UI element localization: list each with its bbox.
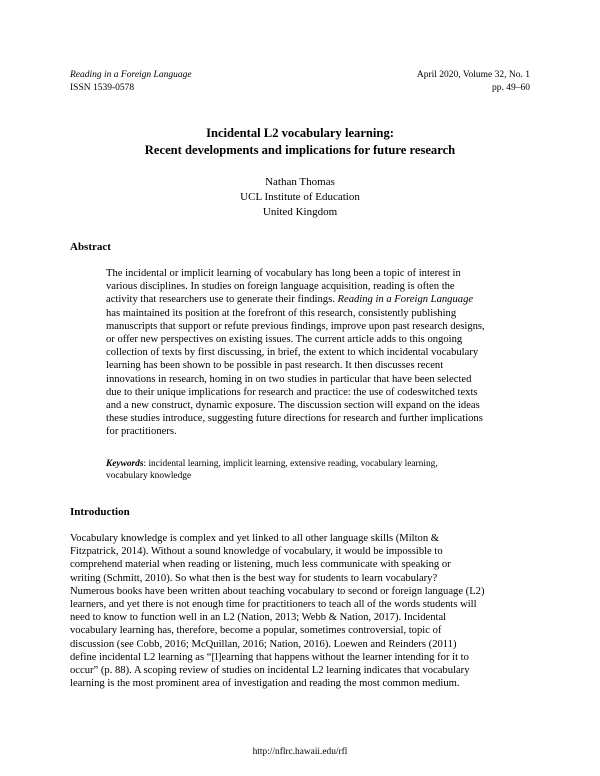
abstract-line: learning has been shown to be possible in past research. It then discusses recent <box>106 360 444 372</box>
title-line-2: Recent developments and implications for future research <box>144 143 456 157</box>
abstract-line: The incidental or implicit learning of vocabulary has long been a topic of interest in <box>106 268 461 279</box>
author-name: Nathan Thomas <box>265 176 335 188</box>
keywords-label: Keywords <box>106 459 144 469</box>
intro-line: define incidental L2 learning as “[l]earning that happens without the learner intending for it to <box>70 651 469 663</box>
journal-reference: Reading in a Foreign Language <box>337 294 474 306</box>
intro-line: comprehend material when reading or listening, much less communicate with speaking or <box>70 559 451 571</box>
keywords-list: : incidental learning, implicit learning, extensive reading, vocabulary learning, <box>143 459 438 469</box>
abstract-line: has maintained its position at the forefront of this research, consistently publishing <box>106 307 457 319</box>
intro-line: writing (Schmitt, 2010). So what then is the best way for students to learn vocabulary? <box>70 572 438 584</box>
abstract-line: manuscripts that support or refute previous findings, improve upon past research designs, <box>106 320 485 332</box>
issue-info: April 2020, Volume 32, No. 1 <box>416 70 530 80</box>
author-country: United Kingdom <box>262 206 338 218</box>
introduction-body <box>70 532 532 690</box>
intro-line: Numerous books have been written about teaching vocabulary to second or foreign language (L2) <box>70 585 485 597</box>
introduction-heading: Introduction <box>70 506 130 518</box>
author-block <box>70 175 530 220</box>
abstract-line: or offer new perspectives on existing issues. The current article adds to this ongoing <box>106 334 463 346</box>
intro-line: discussion (see Cobb, 2016; McQuillan, 2016; Nation, 2016). Loewen and Reinders (2011) <box>70 638 457 650</box>
abstract-line: due to their unique implications for research and practice: the use of codeswitched texts <box>106 386 478 398</box>
abstract-line: these studies introduce, suggesting future directions for research and further implications <box>106 413 483 425</box>
issn: ISSN 1539-0578 <box>70 83 135 93</box>
intro-line: Fitzpatrick, 2014). Without a sound knowledge of vocabulary, it would be impossible to <box>70 546 443 558</box>
footer-url: http://nflrc.hawaii.edu/rfl <box>252 747 348 757</box>
intro-line: Vocabulary knowledge is complex and yet linked to all other language skills (Milton & <box>70 533 440 544</box>
paper-title <box>70 125 530 159</box>
intro-line: learning is the most prominent area of investigation and reading the most common medium. <box>70 678 460 690</box>
title-line-1: Incidental L2 vocabulary learning: <box>206 126 394 140</box>
journal-name: Reading in a Foreign Language <box>70 70 192 80</box>
journal-header <box>70 69 192 95</box>
abstract-line: for practitioners. <box>106 426 177 438</box>
abstract-line: and a new construct, dynamic exposure. The discussion section will expand on the ideas <box>106 400 480 412</box>
intro-line: learners, and yet there is not enough time for practitioners to teach all of the words students will <box>70 599 477 611</box>
abstract-line: collection of texts by first discussing, in brief, the extent to which incidental vocabulary <box>106 347 479 359</box>
abstract-line: various disciplines. In studies on foreign language acquisition, reading is often the <box>106 281 455 293</box>
abstract-line: innovations in research, homing in on two studies in particular that have been selected <box>106 373 472 385</box>
author-institution: UCL Institute of Education <box>240 191 360 203</box>
abstract-heading: Abstract <box>70 241 111 253</box>
page-range: pp. 49–60 <box>492 83 530 93</box>
intro-line: occur” (p. 88). A scoping review of studies on incidental L2 learning indicates that vocabulary <box>70 665 470 677</box>
intro-line: vocabulary learning has, therefore, become a popular, sometimes controversial, topic of <box>70 625 442 637</box>
abstract-line: activity that researchers use to generate their findings. Reading in a Foreign Language <box>106 294 474 306</box>
keywords <box>106 458 526 483</box>
issue-header <box>417 69 530 95</box>
abstract-body <box>106 267 522 439</box>
intro-line: need to know to function well in an L2 (Nation, 2013; Webb & Nation, 2017). Incidental <box>70 612 447 624</box>
keywords-list-cont: vocabulary knowledge <box>106 471 192 482</box>
